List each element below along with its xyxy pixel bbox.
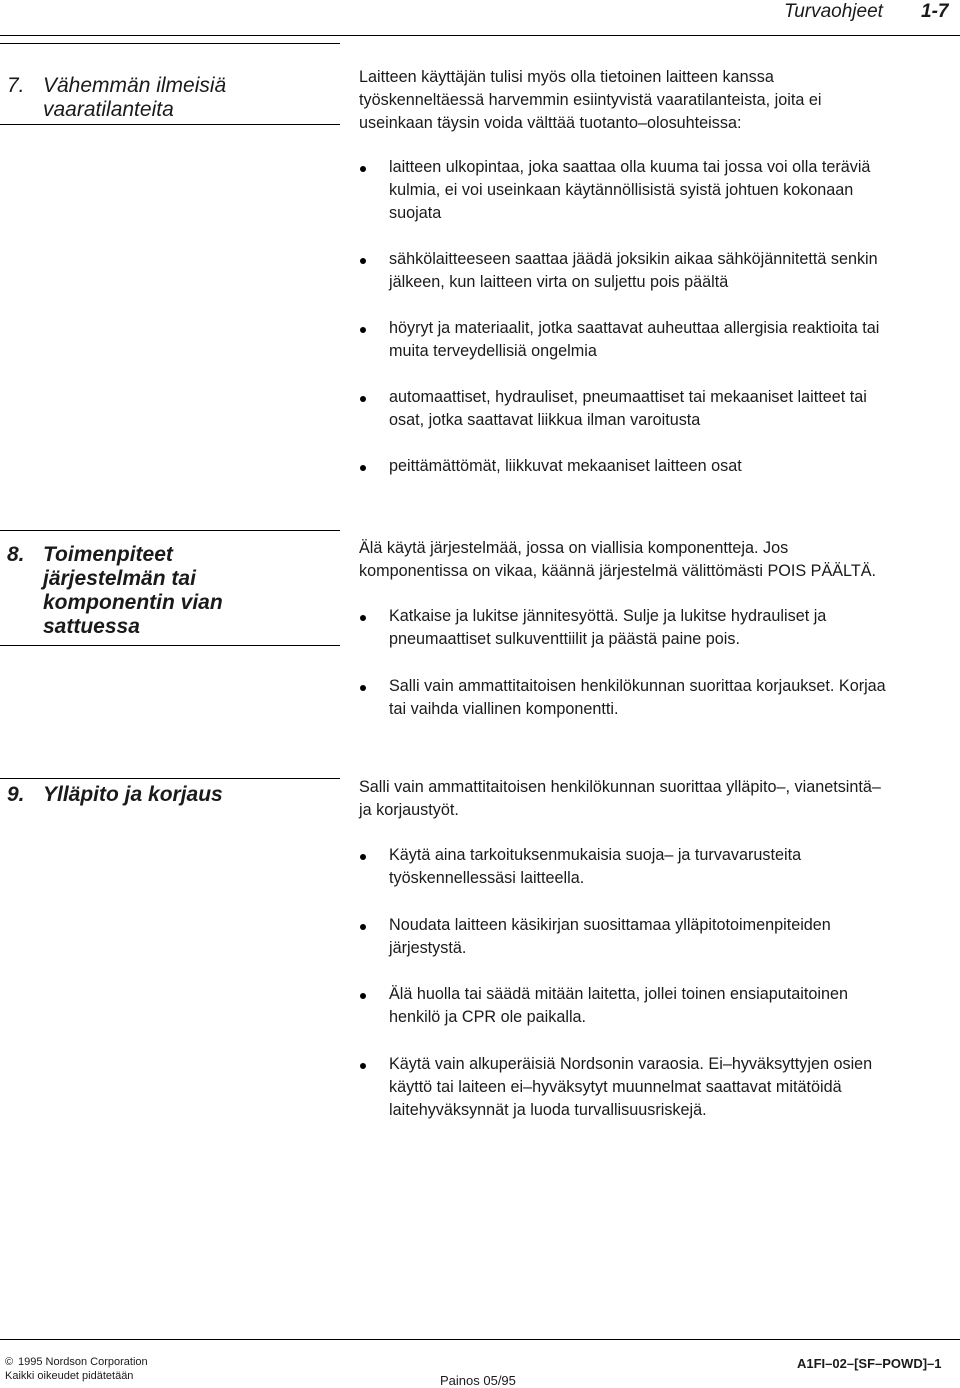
section-9-number: 9. <box>7 783 25 806</box>
text-line: järjestystä. <box>389 939 467 957</box>
bullet-icon <box>360 166 366 172</box>
text-line: useinkaan täysin voida välttää tuotanto–olosuhteissa: <box>359 114 742 132</box>
text-line: höyryt ja materiaalit, jotka saattavat auheuttaa allergisia reaktioita tai <box>389 319 880 337</box>
bullet-item <box>389 983 954 1029</box>
edition-text: Painos 05/95 <box>440 1373 516 1388</box>
text-line: suojata <box>389 204 442 222</box>
section-8-title-line: järjestelmän tai <box>43 567 196 590</box>
bullet-icon <box>360 465 366 471</box>
section-9-title <box>43 783 223 807</box>
text-line: laitehyväksynnät ja luoda turvallisuusriskejä. <box>389 1101 707 1119</box>
text-line: Älä huolla tai säädä mitään laitetta, jollei toinen ensiaputaitoinen <box>389 985 848 1003</box>
bullet-icon <box>360 854 366 860</box>
section-7-bottom-rule <box>0 124 340 125</box>
text-line: Käytä vain alkuperäisiä Nordsonin varaosia. Ei–hyväksyttyjen osien <box>389 1055 873 1073</box>
text-line: komponentissa on vikaa, käännä järjestelmä välittömästi POIS PÄÄLTÄ. <box>359 562 877 580</box>
section-7-intro <box>359 66 949 135</box>
bullet-icon <box>360 924 366 930</box>
bullet-icon <box>360 993 366 999</box>
text-line: käyttö tai laiteen ei–hyväksytyt muunnelmat saattavat mitätöidä <box>389 1078 842 1096</box>
bullet-item <box>389 248 954 294</box>
bullet-item <box>389 156 954 225</box>
bullet-item <box>389 675 954 721</box>
text-line: osat, jotka saattavat liikkua ilman varoitusta <box>389 411 701 429</box>
section-8-number: 8. <box>7 543 25 566</box>
section-8-intro <box>359 537 949 583</box>
bullet-item <box>389 1053 954 1122</box>
bullet-item <box>389 605 954 651</box>
text-line: muita terveydellisiä ongelmia <box>389 342 597 360</box>
bullet-item <box>389 317 954 363</box>
copyright-text: 1995 Nordson Corporation <box>18 1356 148 1368</box>
text-line: jälkeen, kun laitteen virta on suljettu pois päältä <box>389 273 729 291</box>
bullet-item <box>389 455 954 478</box>
section-7-title-line: vaaratilanteita <box>43 98 174 121</box>
text-line: Salli vain ammattitaitoisen henkilökunnan suorittaa ylläpito–, vianetsintä– <box>359 778 881 796</box>
text-line: tai vaihda viallinen komponentti. <box>389 700 619 718</box>
section-9-title-line: Ylläpito ja korjaus <box>43 783 223 806</box>
text-line: laitteen ulkopintaa, joka saattaa olla kuuma tai jossa voi olla teräviä <box>389 158 871 176</box>
section-8-title <box>43 543 223 639</box>
text-line: henkilö ja CPR ole paikalla. <box>389 1008 587 1026</box>
bullet-icon <box>360 327 366 333</box>
footer-divider <box>0 1339 960 1340</box>
section-7-top-rule <box>0 43 340 44</box>
text-line: automaattiset, hydrauliset, pneumaattiset tai mekaaniset laitteet tai <box>389 388 867 406</box>
text-line: kulmia, ei voi useinkaan käytännöllisistä syistä johtuen kokonaan <box>389 181 854 199</box>
bullet-icon <box>360 615 366 621</box>
document-code: A1FI–02–[SF–POWD]–1 <box>797 1356 942 1371</box>
section-9-intro <box>359 776 949 822</box>
section-8-title-line: sattuessa <box>43 615 140 638</box>
section-8-bottom-rule <box>0 645 340 646</box>
section-7-title <box>43 74 226 122</box>
rights-text: Kaikki oikeudet pidätetään <box>5 1370 134 1382</box>
header-divider <box>0 35 960 36</box>
bullet-item <box>389 844 954 890</box>
section-7-title-line: Vähemmän ilmeisiä <box>43 74 227 97</box>
text-line: työskennellessäsi laitteella. <box>389 869 585 887</box>
text-line: sähkölaitteeseen saattaa jäädä joksikin aikaa sähköjännitettä senkin <box>389 250 878 268</box>
bullet-item <box>389 386 954 432</box>
bullet-icon <box>360 685 366 691</box>
text-line: pneumaattiset sulkuventtiilit ja päästä paine pois. <box>389 630 740 648</box>
text-line: ja korjaustyöt. <box>359 801 459 819</box>
section-8-title-line: Toimenpiteet <box>43 543 173 566</box>
text-line: Käytä aina tarkoituksenmukaisia suoja– ja turvavarusteita <box>389 846 802 864</box>
section-7-number: 7. <box>7 74 25 97</box>
text-line: Katkaise ja lukitse jännitesyöttä. Sulje ja lukitse hydrauliset ja <box>389 607 827 625</box>
text-line: peittämättömät, liikkuvat mekaaniset laitteen osat <box>389 457 742 475</box>
text-line: Laitteen käyttäjän tulisi myös olla tietoinen laitteen kanssa <box>359 68 774 86</box>
section-9-top-rule <box>0 778 340 779</box>
page-number: 1-7 <box>921 1 949 22</box>
section-8-title-line: komponentin vian <box>43 591 223 614</box>
bullet-icon <box>360 258 366 264</box>
text-line: Älä käytä järjestelmää, jossa on viallisia komponentteja. Jos <box>359 539 789 557</box>
running-header-title: Turvaohjeet <box>784 1 883 22</box>
text-line: työskenneltäessä harvemmin esiintyvistä vaaratilanteista, joita ei <box>359 91 822 109</box>
text-line: Salli vain ammattitaitoisen henkilökunnan suorittaa korjaukset. Korjaa <box>389 677 886 695</box>
bullet-icon <box>360 396 366 402</box>
bullet-item <box>389 914 954 960</box>
section-8-top-rule <box>0 530 340 531</box>
bullet-icon <box>360 1063 366 1069</box>
text-line: Noudata laitteen käsikirjan suosittamaa ylläpitotoimenpiteiden <box>389 916 831 934</box>
copyright-icon: © <box>5 1356 14 1368</box>
